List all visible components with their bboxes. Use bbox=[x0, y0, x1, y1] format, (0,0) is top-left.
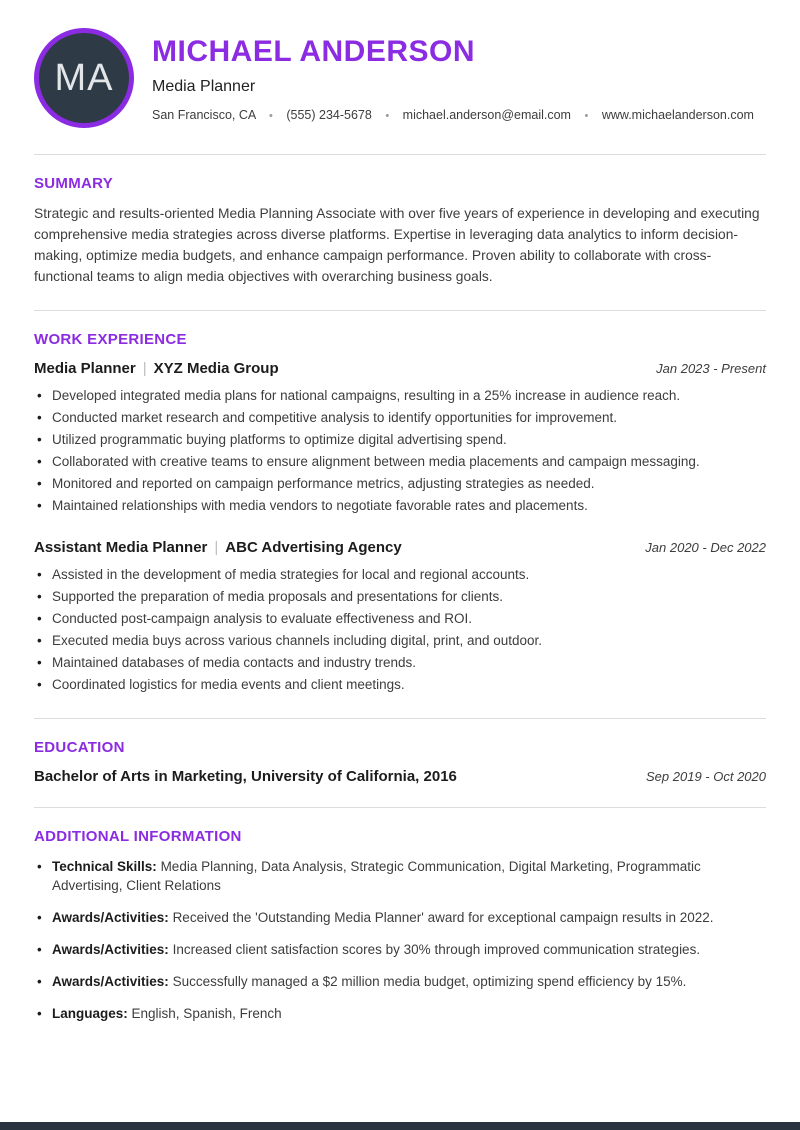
job-bullet-list bbox=[34, 385, 766, 517]
work-experience-section bbox=[34, 311, 766, 718]
additional-info-heading: ADDITIONAL INFORMATION bbox=[34, 827, 242, 845]
contact-separator-dot: • bbox=[584, 109, 589, 122]
avatar bbox=[34, 28, 134, 128]
additional-item-text: Successfully managed a $2 million media budget, optimizing spend efficiency by 15%. bbox=[172, 973, 687, 989]
job-title-line bbox=[34, 539, 402, 556]
resume-header bbox=[34, 28, 766, 128]
additional-info-item bbox=[34, 972, 760, 991]
job-bullet: • Developed integrated media plans for national campaigns, resulting in a 25% increase in audience reach. bbox=[34, 385, 766, 407]
additional-item-text: English, Spanish, French bbox=[131, 1005, 282, 1021]
job-company: ABC Advertising Agency bbox=[225, 538, 402, 556]
additional-item-label: Technical Skills: bbox=[52, 858, 157, 874]
contact-item-wrap bbox=[286, 108, 402, 122]
summary-text: Strategic and results-oriented Media Planning Associate with over five years of experience in developing and executing comprehensive media strategies across diverse platforms. Expertise in leveraging data analytics to inform decision-making, optimize media budgets, and enhance campaign performance. Proven ability to collaborate with cross-functional teams to align media objectives with overarching business goals. bbox=[34, 206, 760, 284]
job-bullet: • Coordinated logistics for media events and client meetings. bbox=[34, 674, 766, 696]
job-company: XYZ Media Group bbox=[153, 359, 279, 377]
additional-item-label: Awards/Activities: bbox=[52, 973, 169, 989]
additional-info-section bbox=[34, 808, 766, 1058]
education-dates: Sep 2019 - Oct 2020 bbox=[646, 768, 766, 784]
job-bullet: • Assisted in the development of media strategies for local and regional accounts. bbox=[34, 564, 766, 586]
education-entry bbox=[34, 768, 766, 785]
additional-info-item bbox=[34, 908, 760, 927]
summary-heading: SUMMARY bbox=[34, 175, 114, 192]
job-bullet: • Supported the preparation of media proposals and presentations for clients. bbox=[34, 586, 766, 608]
job-bullet-list bbox=[34, 564, 766, 696]
contact-item: www.michaelanderson.com bbox=[601, 107, 754, 122]
job-entry bbox=[34, 360, 766, 517]
contact-item: (555) 234-5678 bbox=[286, 107, 372, 122]
identity-block bbox=[152, 35, 766, 122]
education-degree: Bachelor of Arts in Marketing, University of California, 2016 bbox=[34, 767, 457, 785]
contact-line bbox=[152, 108, 766, 122]
additional-item-label: Languages: bbox=[52, 1005, 128, 1021]
additional-info-item bbox=[34, 1004, 760, 1023]
additional-info-item bbox=[34, 857, 760, 895]
job-bullet: • Collaborated with creative teams to ensure alignment between media placements and campaign messaging. bbox=[34, 451, 766, 473]
additional-item-text: Increased client satisfaction scores by 30% through improved communication strategies. bbox=[172, 941, 701, 957]
job-bullet: • Maintained relationships with media vendors to negotiate favorable rates and placements. bbox=[34, 495, 766, 517]
job-header bbox=[34, 360, 766, 377]
education-heading: EDUCATION bbox=[34, 738, 125, 756]
job-separator: | bbox=[142, 359, 147, 377]
job-bullet: • Utilized programmatic buying platforms to optimize digital advertising spend. bbox=[34, 429, 766, 451]
contact-item-wrap bbox=[403, 108, 602, 122]
contact-separator-dot: • bbox=[385, 109, 390, 122]
additional-item-text: Received the 'Outstanding Media Planner' award for exceptional campaign results in 2022. bbox=[172, 909, 714, 925]
job-dates: Jan 2023 - Present bbox=[656, 360, 766, 376]
job-bullet: • Conducted post-campaign analysis to evaluate effectiveness and ROI. bbox=[34, 608, 766, 630]
contact-separator-dot: • bbox=[269, 109, 273, 122]
job-dates: Jan 2020 - Dec 2022 bbox=[645, 539, 766, 555]
job-bullet: • Monitored and reported on campaign performance metrics, adjusting strategies as needed. bbox=[34, 473, 766, 495]
additional-item-label: Awards/Activities: bbox=[52, 941, 169, 957]
job-role: Assistant Media Planner bbox=[34, 538, 208, 556]
job-separator: | bbox=[214, 538, 219, 556]
job-entry bbox=[34, 539, 766, 696]
footer-bar bbox=[0, 1122, 800, 1130]
avatar-initials: MA bbox=[54, 56, 114, 99]
job-bullet: • Executed media buys across various channels including digital, print, and outdoor. bbox=[34, 630, 766, 652]
job-header bbox=[34, 539, 766, 556]
work-experience-heading: WORK EXPERIENCE bbox=[34, 330, 187, 348]
contact-item-wrap bbox=[152, 108, 286, 122]
contact-item: San Francisco, CA bbox=[152, 107, 256, 122]
additional-info-item bbox=[34, 940, 760, 959]
additional-info-list bbox=[34, 857, 766, 1023]
job-title-line bbox=[34, 360, 279, 377]
summary-section bbox=[34, 155, 766, 310]
candidate-name: MICHAEL ANDERSON bbox=[152, 34, 476, 68]
contact-item: michael.anderson@email.com bbox=[402, 107, 571, 122]
education-section bbox=[34, 719, 766, 807]
job-bullet: • Conducted market research and competitive analysis to identify opportunities for improvement. bbox=[34, 407, 766, 429]
additional-item-label: Awards/Activities: bbox=[52, 909, 169, 925]
job-bullet: • Maintained databases of media contacts and industry trends. bbox=[34, 652, 766, 674]
candidate-job-title: Media Planner bbox=[152, 77, 256, 95]
job-role: Media Planner bbox=[34, 359, 136, 377]
contact-item-wrap bbox=[602, 108, 754, 122]
additional-item-text: Media Planning, Data Analysis, Strategic Communication, Digital Marketing, Programmatic Advertising, Client Relations bbox=[52, 858, 701, 893]
